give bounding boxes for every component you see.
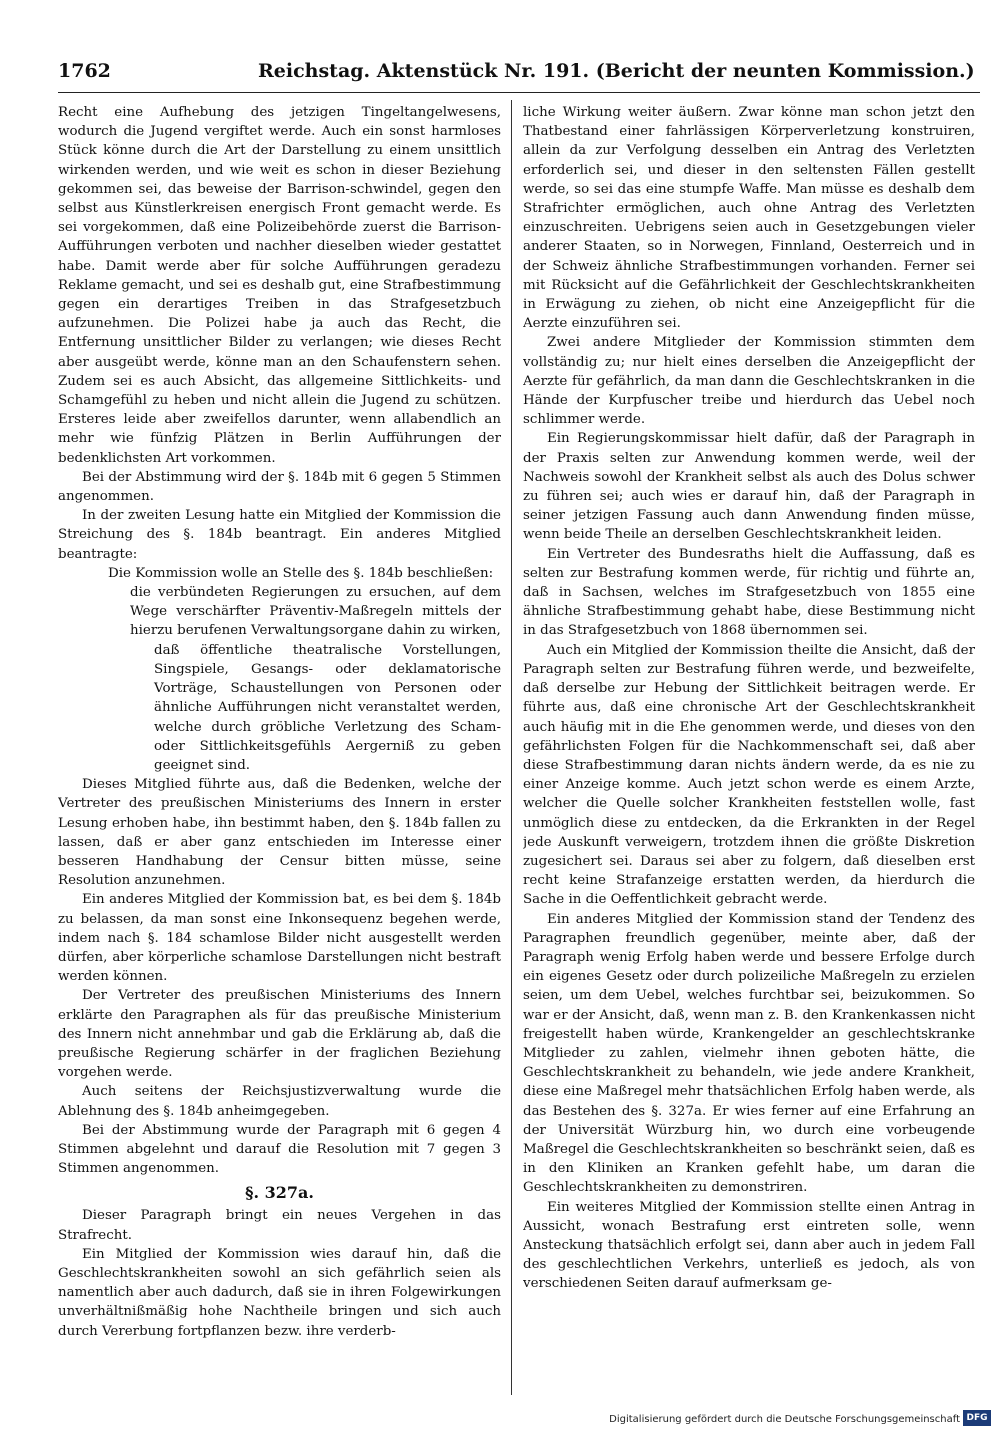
paragraph: Der Vertreter des preußischen Ministeriums des Innern erklärte den Paragraphen als für das preußische Ministerium des Innern nicht annehmbar und gab die Erklärung ab, daß die preußische Regierung schärfer in der fraglichen Beziehung vorgehen werde. (58, 988, 501, 1081)
paragraph: Ein anderes Mitglied der Kommission bat, es bei dem §. 184b zu belassen, da man sonst eine Inkonsequenz begehen werde, indem nach §. 184 schamlose Bilder nicht ausgestellt werden dürfen, aber körperliche schamlose Darstellungen nicht bestraft werden können. (58, 892, 501, 985)
paragraph: Ein Mitglied der Kommission wies darauf hin, daß die Geschlechtskrankheiten sowohl an sich gefährlich seien als namentlich aber auch dadurch, daß sie in ihren Folgewirkungen unverhältnißmäßig hohe Nachtheile bringen und sich auch durch Vererbung fortpflanzen bezw. ihre verderb- (58, 1246, 501, 1339)
paragraph: Dieser Paragraph bringt ein neues Vergehen in das Strafrecht. (58, 1208, 501, 1243)
paragraph: Dieses Mitglied führte aus, daß die Bedenken, welche der Vertreter des preußischen Ministeriums des Innern in erster Lesung erhoben habe, ihn bestimmt haben, den §. 184b fallen zu lassen, daß er aber ganz entschieden im Interesse einer besseren Handhabung der Censur bitten müsse, seine Resolution anzunehmen. (58, 777, 501, 889)
digitization-credit: Digitalisierung gefördert durch die Deutsche Forschungsgemeinschaft (609, 1414, 960, 1425)
motion-text: Die Kommission wolle an Stelle des §. 184b beschließen: (108, 565, 494, 581)
paragraph: In der zweiten Lesung hatte ein Mitglied der Kommission die Streichung des §. 184b beantragt. Ein anderes Mitglied beantragte: (58, 508, 501, 562)
paragraph: Recht eine Aufhebung des jetzigen Tingeltangelwesens, wodurch die Jugend vergiftet werde. Auch ein sonst harmloses Stück könne durch die Art der Darstellung zu einem unsittlich wirkenden werden, und wie weit es schon in dieser Beziehung gekommen sei, das beweise der Barrison-schwindel, gegen den selbst aus Künstlerkreisen energisch Front gemacht werde. Es sei vorgekommen, daß eine Polizeibehörde zuerst die Barrison-Aufführungen verboten und nachher dieselben wieder gestattet habe. Damit werde aber für solche Aufführungen geradezu Reklame gemacht, und sei es deshalb gut, eine Strafbestimmung gegen ein derartiges Treiben in das Strafgesetzbuch aufzunehmen. Die Polizei habe ja auch das Recht, die Entfernung unsittlicher Bilder zu verlangen; wie dieses Recht aber ausgeübt werde, könne man an den Schaufenstern sehen. Zudem sei es auch Absicht, das allgemeine Sittlichkeits- und Schamgefühl zu heben und nicht allein die Jugend zu schützen. Ersteres leide aber zweifellos darunter, wenn allabendlich an mehr wie fünfzig Plätzen in Berlin Aufführungen der bedenklichsten Art vorkommen. (58, 105, 501, 466)
paragraph: Ein anderes Mitglied der Kommission stand der Tendenz des Paragraphen freundlich gegenüber, meinte aber, daß der Paragraph wenig Erfolg haben werde und bessere Erfolge durch ein eigenes Gesetz oder durch polizeiliche Maßregeln zu erzielen seien, um dem Uebel, welches furchtbar sei, beizukommen. So war er der Ansicht, daß, wenn man z. B. den Krankenkassen nicht freigestellt haben würde, Krankengelder an geschlechtskranke Mitglieder zu zahlen, vielmehr ihnen geboten hätte, die Geschlechtskrankheit zu behandeln, wie jede andere Krankheit, diese eine Maßregel mehr thatsächlichen Erfolg haben werde, als das Bestehen des §. 327a. Er wies ferner auf eine Erfahrung an der Universität Würzburg hin, wo durch eine vorbeugende Maßregel die Geschlechtskrankheiten so beschränkt seien, daß es in den Kliniken an Kranken gefehlt habe, um daran die Geschlechtskrankheiten zu demonstriren. (523, 911, 975, 1196)
paragraph: Ein Regierungskommissar hielt dafür, daß der Paragraph in der Praxis selten zur Anwendung kommen werde, weil der Nachweis sowohl der Krankheit selbst als auch des Dolus schwer zu führen sei; auch wies er darauf hin, daß der Paragraph in seiner jetzigen Fassung auch dann Anwendung finden müsse, wenn beide Theile an derselben Geschlechtskrankheit leiden. (523, 431, 975, 543)
paragraph: liche Wirkung weiter äußern. Zwar könne man schon jetzt den Thatbestand einer fahrlässigen Körperverletzung konstruiren, allein da zur Verfolgung desselben ein Antrag des Verletzten erforderlich sei, und dieser in den seltensten Fällen gestellt werde, so sei das eine stumpfe Waffe. Man müsse es deshalb dem Strafrichter ermöglichen, auch ohne Antrag des Verletzten einzuschreiten. Uebrigens seien auch in Gesetzgebungen vieler anderer Staaten, so in Norwegen, Finnland, Oesterreich und in der Schweiz ähnliche Strafbestimmungen vorhanden. Ferner sei mit Rücksicht auf die Gefährlichkeit der Geschlechtskrankheiten in Erwägung zu ziehen, ob nicht eine Anzeigepflicht für die Aerzte einzuführen sei. (523, 105, 975, 332)
left-column (58, 103, 501, 1393)
paragraph: Ein Vertreter des Bundesraths hielt die Auffassung, daß es selten zur Bestrafung kommen werde, für richtig und führte an, daß in Sachsen, welches im Strafgesetzbuch von 1855 eine ähnliche Strafbestimmung gehabt habe, diese Bestimmung nicht in das Strafgesetzbuch von 1868 übernommen sei. (523, 546, 975, 639)
right-column (523, 103, 975, 1393)
column-divider (511, 100, 512, 1395)
paragraph: Ein weiteres Mitglied der Kommission stellte einen Antrag in Aussicht, wonach Bestrafung erst eintreten solle, wenn Ansteckung thatsächlich erfolgt sei, dann aber auch in jedem Fall des geschlechtlichen Verkehrs, unterließ es jedoch, als von verschiedenen Seiten darauf aufmerksam ge- (523, 1199, 975, 1292)
page-header (58, 60, 980, 86)
paragraph: Zwei andere Mitglieder der Kommission stimmten dem vollständig zu; nur hielt eines derselben die Anzeigepflicht der Aerzte für gefährlich, da man dann die Geschlechtskranken in die Hände der Kurpfuscher treibe und hierdurch das Uebel noch schlimmer werde. (523, 335, 975, 428)
page-number: 1762 (58, 60, 111, 82)
dfg-logo: DFG (963, 1410, 991, 1426)
paragraph: Bei der Abstimmung wurde der Paragraph mit 6 gegen 4 Stimmen abgelehnt und darauf die Resolution mit 7 gegen 3 Stimmen angenommen. (58, 1122, 501, 1177)
motion-text: die verbündeten Regierungen zu ersuchen, auf dem Wege verschärfter Präventiv-Maßregeln mittels der hierzu berufenen Verwaltungsorgane dahin zu wirken, (130, 585, 501, 639)
motion-text: daß öffentliche theatralische Vorstellungen, Singspiele, Gesangs- oder deklamatorische Vorträge, Schaustellungen von Personen oder ähnliche Aufführungen nicht veranstaltet werden, welche durch gröbliche Verletzung des Scham- oder Sittlichkeitsgefühls Aergerniß zu geben geeignet sind. (154, 642, 501, 773)
section-heading: §. 327a. (245, 1183, 314, 1203)
paragraph: Bei der Abstimmung wird der §. 184b mit 6 gegen 5 Stimmen angenommen. (58, 469, 501, 505)
header-rule (58, 92, 980, 93)
running-title: Reichstag. Aktenstück Nr. 191. (Bericht der neunten Kommission.) (258, 60, 975, 82)
paragraph: Auch seitens der Reichsjustizverwaltung wurde die Ablehnung des §. 184b anheimgegeben. (58, 1084, 501, 1119)
paragraph: Auch ein Mitglied der Kommission theilte die Ansicht, daß der Paragraph selten zur Bestrafung führen werde, und bezweifelte, daß derselbe zur Hebung der Sittlichkeit beitragen werde. Er führte aus, daß eine chronische Art der Geschlechtskrankheit auch häufig mit in die Ehe genommen werde, und dieses von den gefährlichsten Folgen für die Nachkommenschaft sei, daß aber diese Strafbestimmung daran nichts ändern werde, da es nie zu einer Anzeige komme. Auch jetzt schon werde es einem Arzte, welcher die Quelle solcher Krankheiten feststellen wolle, fast unmöglich diese zu entdecken, da die Erkrankten in der Regel jede Auskunft verweigern, trotzdem ihnen die größte Diskretion zugesichert sei. Daraus sei aber zu folgern, daß dieselben erst recht keine Strafanzeige erstatten werden, da hierdurch die Sache in die Oeffentlichkeit gebracht werde. (523, 642, 975, 908)
